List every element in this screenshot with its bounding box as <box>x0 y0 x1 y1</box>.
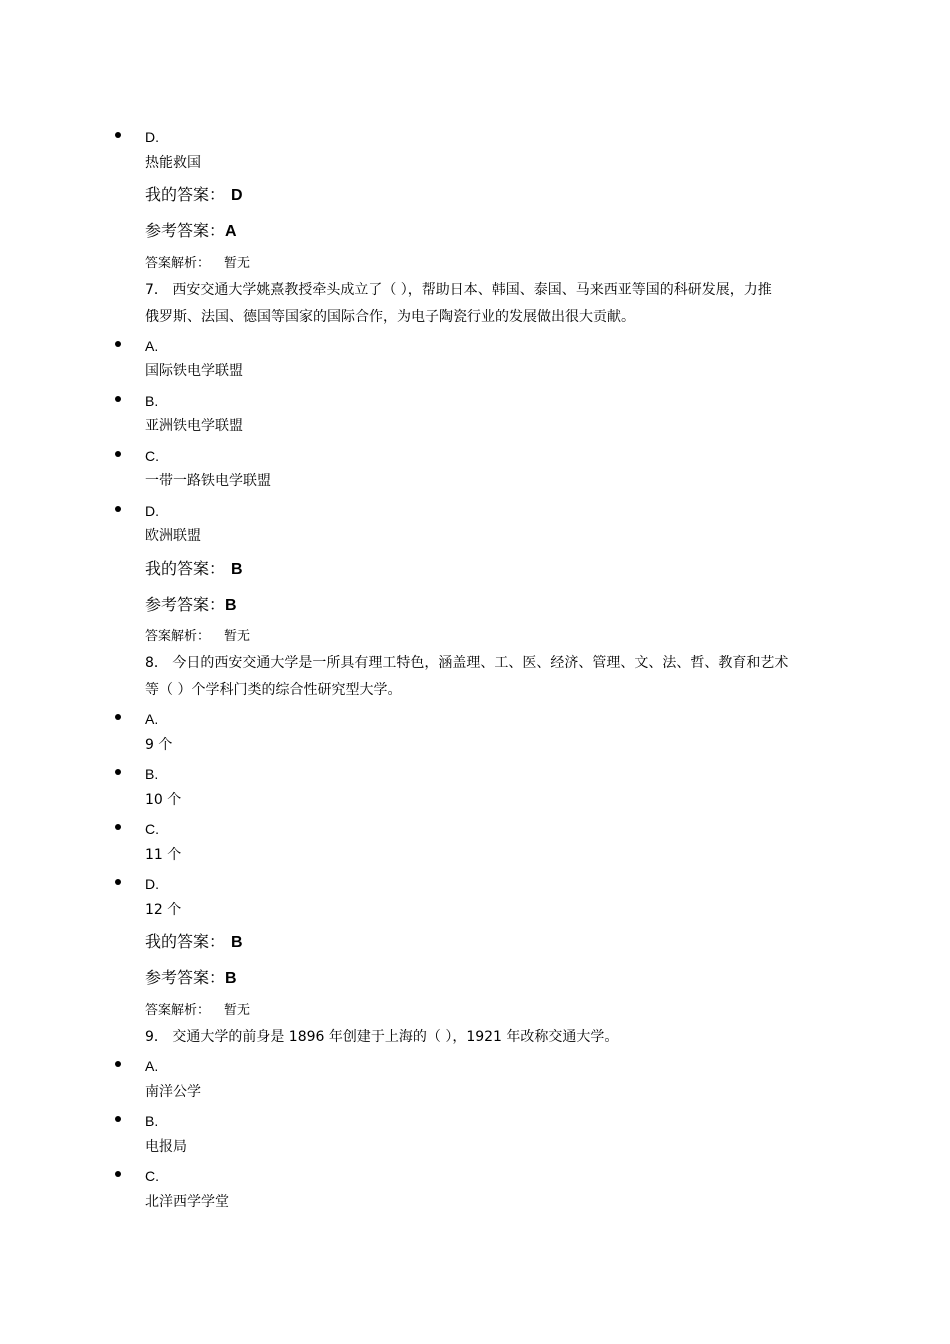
q7-option-c-letter: C. <box>145 448 159 464</box>
q7-question-line2: 俄罗斯、法国、德国等国家的国际合作，为电子陶瓷行业的发展做出很大贡献。 <box>145 309 635 325</box>
q8-reference-answer: 参考答案：B <box>145 968 237 987</box>
q8-option-b-text: 10 个 <box>145 792 182 808</box>
q7-option-a-letter: A. <box>145 338 159 354</box>
bullet <box>115 879 121 885</box>
q7-option-b-text: 亚洲铁电学联盟 <box>145 418 243 434</box>
q7-option-c-text: 一带一路铁电学联盟 <box>145 473 271 489</box>
bullet <box>115 1171 121 1177</box>
q8-question-line1: 8． 今日的西安交通大学是一所具有理工特色，涵盖理、工、医、经济、管理、文、法、哲、教育和艺术 <box>145 655 789 671</box>
bullet <box>115 451 121 457</box>
q7-reference-answer: 参考答案：B <box>145 595 237 614</box>
q8-option-d-letter: D. <box>145 876 159 892</box>
q7-question-line1: 7． 西安交通大学姚熹教授牵头成立了（ ），帮助日本、韩国、泰国、马来西亚等国的科研发展，力推 <box>145 282 772 298</box>
bullet <box>115 824 121 830</box>
q6-option-d-text: 热能救国 <box>145 155 201 171</box>
bullet <box>115 714 121 720</box>
q8-question-line2: 等（ ）个学科门类的综合性研究型大学。 <box>145 682 402 698</box>
q9-option-c-letter: C. <box>145 1168 159 1184</box>
bullet <box>115 1061 121 1067</box>
q8-explanation: 答案解析： 暂无 <box>145 1003 251 1018</box>
q9-question-line1: 9． 交通大学的前身是 1896 年创建于上海的（ ），1921 年改称交通大学。 <box>145 1029 619 1045</box>
q6-option-d-letter: D. <box>145 129 159 145</box>
bullet <box>115 1116 121 1122</box>
q9-option-b-text: 电报局 <box>145 1139 187 1155</box>
q9-option-a-text: 南洋公学 <box>145 1084 201 1100</box>
q8-option-b-letter: B. <box>145 766 159 782</box>
bullet <box>115 341 121 347</box>
q9-option-a-letter: A. <box>145 1058 159 1074</box>
q8-my-answer: 我的答案： B <box>145 932 243 951</box>
bullet <box>115 396 121 402</box>
q9-option-c-text: 北洋西学学堂 <box>145 1194 229 1210</box>
q9-option-b-letter: B. <box>145 1113 159 1129</box>
q6-reference-answer: 参考答案：A <box>145 221 237 240</box>
q7-explanation: 答案解析： 暂无 <box>145 629 251 644</box>
bullet <box>115 132 121 138</box>
q7-option-b-letter: B. <box>145 393 159 409</box>
q6-my-answer: 我的答案： D <box>145 185 243 204</box>
q6-explanation: 答案解析： 暂无 <box>145 256 251 271</box>
q7-option-d-letter: D. <box>145 503 159 519</box>
q8-option-c-letter: C. <box>145 821 159 837</box>
q8-option-c-text: 11 个 <box>145 847 182 863</box>
q8-option-a-text: 9 个 <box>145 737 173 753</box>
q7-option-a-text: 国际铁电学联盟 <box>145 363 243 379</box>
q7-option-d-text: 欧洲联盟 <box>145 528 201 544</box>
q8-option-d-text: 12 个 <box>145 902 182 918</box>
q7-my-answer: 我的答案： B <box>145 559 243 578</box>
bullet <box>115 769 121 775</box>
bullet <box>115 506 121 512</box>
q8-option-a-letter: A. <box>145 711 159 727</box>
